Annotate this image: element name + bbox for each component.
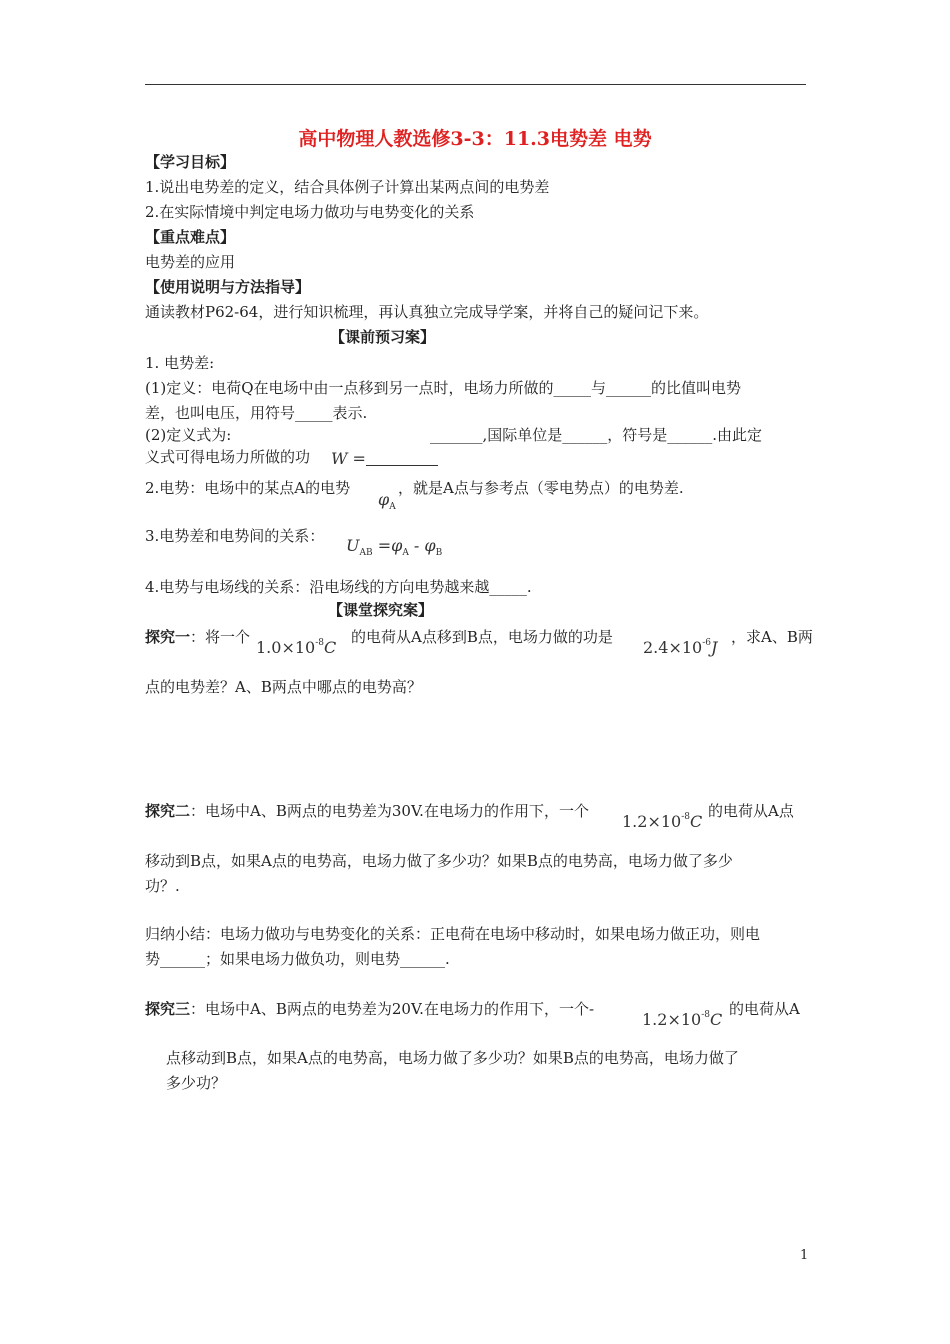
explore-3-end: 的电荷从A bbox=[729, 1000, 800, 1018]
explore-3-line-1: 探究三：电场中A、B两点的电势差为20V.在电场力的作用下，一个- bbox=[145, 1000, 595, 1018]
summary-line-2: 势______；如果电场力做负功，则电势______. bbox=[145, 950, 450, 968]
key-heading: 【重点难点】 bbox=[145, 228, 236, 246]
preview-item-1b-cont: 义式可得电场力所做的功 bbox=[145, 448, 311, 466]
explore-1-mid: 的电荷从A点移到B点，电场力做的功是 bbox=[351, 628, 613, 646]
preview-item-1b: (2)定义式为: bbox=[145, 426, 232, 444]
work-value-1: $2.4\times 10^{-6}J$ bbox=[643, 638, 718, 657]
preview-item-2: 2.电势：电场中的某点A的电势 bbox=[145, 479, 351, 497]
goals-heading: 【学习目标】 bbox=[145, 153, 236, 171]
preview-item-1: 1. 电势差: bbox=[145, 354, 215, 372]
potential-symbol: $\varphi_A$ bbox=[378, 490, 396, 513]
page-number: 1 bbox=[800, 1248, 809, 1263]
potential-difference-formula: $U_{AB} =\varphi_A - \varphi_B$ bbox=[346, 536, 443, 559]
explore-1-line-2: 点的电势差？A、B两点中哪点的电势高？ bbox=[145, 678, 422, 696]
preview-item-4: 4.电势与电场线的关系：沿电场线的方向电势越来越_____. bbox=[145, 578, 532, 596]
preview-item-1b-rest: _______,国际单位是______，符号是______.由此定 bbox=[430, 426, 763, 444]
class-heading: 【课堂探究案】 bbox=[328, 601, 434, 619]
charge-value-2: $1.2\times 10^{-8}C$ bbox=[622, 812, 703, 831]
summary-line-1: 归纳小结：电场力做功与电势变化的关系：正电荷在电场中移动时，如果电场力做正功，则电 bbox=[145, 925, 761, 943]
charge-value-1: $1.0\times 10^{-8}C$ bbox=[256, 638, 337, 657]
explore-3-line-3: 多少功？ bbox=[166, 1074, 227, 1092]
preview-item-1a: (1)定义：电荷Q在电场中由一点移到另一点时，电场力所做的_____与______的比值叫电势 bbox=[145, 379, 742, 397]
page-title: 高中物理人教选修3-3：11.3电势差 电势 bbox=[298, 128, 652, 150]
guide-heading: 【使用说明与方法指导】 bbox=[145, 278, 311, 296]
goal-1: 1.说出电势差的定义，结合具体例子计算出某两点间的电势差 bbox=[145, 178, 550, 196]
explore-2-line-1: 探究二：电场中A、B两点的电势差为30V.在电场力的作用下，一个 bbox=[145, 802, 589, 820]
explore-2-line-3: 功？. bbox=[145, 877, 180, 895]
preview-item-2-rest: ，就是A点与参考点（零电势点）的电势差. bbox=[398, 479, 684, 497]
charge-value-3: $1.2\times 10^{-8}C$ bbox=[642, 1010, 723, 1029]
preview-item-1a-cont: 差，也叫电压，用符号_____表示. bbox=[145, 404, 368, 422]
work-formula: W = bbox=[331, 449, 438, 468]
preview-item-3: 3.电势差和电势间的关系： bbox=[145, 527, 325, 545]
explore-2-line-2: 移动到B点，如果A点的电势高，电场力做了多少功？如果B点的电势高，电场力做了多少 bbox=[145, 852, 733, 870]
goal-2: 2.在实际情境中判定电场力做功与电势变化的关系 bbox=[145, 203, 475, 221]
explore-1-line-1: 探究一：将一个 bbox=[145, 628, 251, 646]
header-rule bbox=[145, 84, 806, 85]
key-text: 电势差的应用 bbox=[145, 253, 236, 271]
preview-heading: 【课前预习案】 bbox=[330, 328, 436, 346]
explore-1-end: ，求A、B两 bbox=[731, 628, 813, 646]
explore-2-end: 的电荷从A点 bbox=[708, 802, 794, 820]
guide-text: 通读教材P62-64，进行知识梳理，再认真独立完成导学案，并将自己的疑问记下来。 bbox=[145, 303, 709, 321]
explore-3-line-2: 点移动到B点，如果A点的电势高，电场力做了多少功？如果B点的电势高，电场力做了 bbox=[166, 1049, 739, 1067]
